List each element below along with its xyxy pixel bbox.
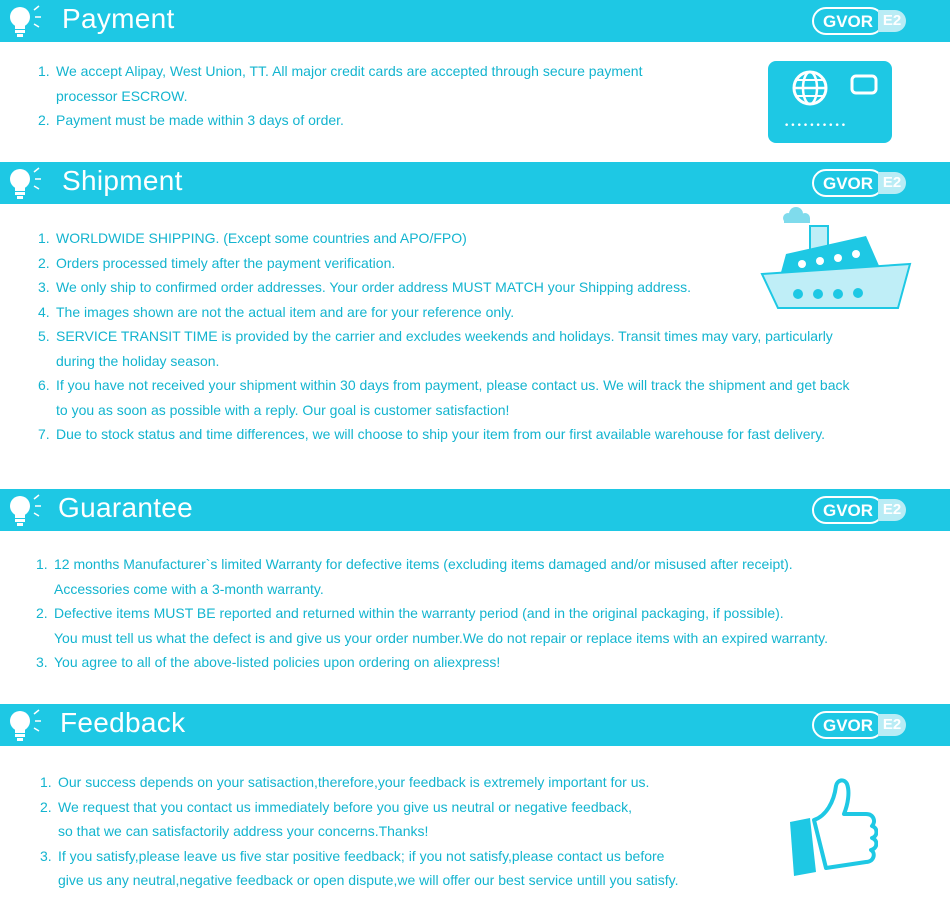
lightbulb-icon (4, 162, 44, 204)
feedback-section (0, 704, 950, 897)
list-item (38, 373, 849, 422)
item-text: Defective items MUST BE reported and returned within the warranty period (and in the original packaging, if possible). (54, 605, 784, 621)
item-number: 2. (38, 112, 50, 128)
thumbs-up-icon (786, 776, 878, 880)
shipment-banner (0, 162, 950, 204)
item-text-continued: to you as soon as possible with a reply. Our goal is customer satisfaction! (56, 401, 510, 418)
card-number: •••••••••• (784, 121, 848, 131)
item-text: If you satisfy,please leave us five star positive feedback; if you not satisfy,please contact us before (58, 847, 665, 864)
item-text: Payment must be made within 3 days of order. (56, 112, 344, 128)
section-title: Payment (62, 3, 175, 34)
item-number: 1. (36, 556, 48, 572)
list-item (38, 108, 642, 133)
logo-suffix: E2 (878, 714, 906, 736)
item-number: 3. (40, 847, 52, 864)
item-text: Orders processed timely after the payment verification. (56, 254, 396, 271)
item-text-continued: during the holiday season. (56, 352, 220, 369)
guarantee-section (0, 489, 950, 689)
list-item (38, 59, 642, 108)
item-number: 2. (36, 605, 48, 621)
item-text-continued: so that we can satisfactorily address your concerns.Thanks! (58, 823, 429, 839)
item-text: We only ship to confirmed order addresses. Your order address MUST MATCH your Shipping address. (56, 279, 691, 295)
ship-icon (758, 206, 914, 320)
shipment-list (38, 226, 849, 447)
list-item (38, 300, 849, 325)
logo-text: GVOR (812, 711, 884, 739)
gvor-logo (812, 711, 908, 739)
logo-text: GVOR (812, 169, 884, 197)
list-item (40, 770, 679, 795)
logo-text: GVOR (812, 7, 884, 35)
list-item (36, 650, 828, 675)
item-text-continued: You must tell us what the defect is and give us your order number.We do not repair or replace items with an expired warranty. (54, 629, 829, 646)
item-text: If you have not received your shipment within 30 days from payment, please contact us. We will track the shipment and get back (56, 377, 850, 393)
item-text-continued: processor ESCROW. (56, 87, 188, 104)
item-text: We accept Alipay, West Union, TT. All major credit cards are accepted through secure payment (56, 63, 643, 79)
feedback-list (40, 770, 679, 893)
section-title: Guarantee (58, 492, 194, 523)
credit-card-icon (768, 61, 892, 143)
list-item (40, 795, 679, 844)
logo-suffix: E2 (878, 172, 906, 194)
list-item (40, 844, 679, 893)
gvor-logo (812, 496, 908, 524)
list-item (38, 275, 849, 300)
list-item (38, 324, 849, 373)
item-number: 1. (38, 230, 50, 246)
guarantee-list (36, 552, 828, 675)
logo-suffix: E2 (878, 499, 906, 521)
payment-banner (0, 0, 950, 42)
logo-text: GVOR (812, 496, 884, 524)
item-number: 2. (38, 254, 50, 271)
guarantee-banner (0, 489, 950, 531)
list-item (36, 552, 828, 601)
item-text: SERVICE TRANSIT TIME is provided by the carrier and excludes weekends and holidays. Transit times may vary, particularly (56, 328, 833, 344)
section-title: Shipment (62, 165, 183, 196)
item-number: 1. (38, 63, 50, 79)
section-title: Feedback (60, 707, 186, 738)
list-item (36, 601, 828, 650)
item-number: 5. (38, 328, 50, 344)
item-text: You agree to all of the above-listed policies upon ordering on aliexpress! (54, 654, 501, 670)
item-text: We request that you contact us immediately before you give us neutral or negative feedback, (58, 798, 633, 815)
item-text: 12 months Manufacturer`s limited Warranty for defective items (excluding items damaged and/or misused after receipt). (54, 556, 793, 572)
item-text: The images shown are not the actual item and are for your reference only. (56, 303, 515, 320)
gvor-logo (812, 7, 908, 35)
logo-suffix: E2 (878, 10, 906, 32)
feedback-banner (0, 704, 950, 746)
gvor-logo (812, 169, 908, 197)
item-number: 1. (40, 774, 52, 790)
item-number: 3. (36, 654, 48, 670)
payment-section (0, 0, 950, 160)
list-item (38, 226, 849, 251)
item-text: Our success depends on your satisaction,therefore,your feedback is extremely important for us. (58, 774, 650, 790)
list-item (38, 422, 849, 447)
lightbulb-icon (4, 0, 44, 42)
item-number: 3. (38, 279, 50, 295)
item-number: 7. (38, 426, 50, 442)
item-text-continued: Accessories come with a 3-month warranty. (54, 580, 324, 597)
lightbulb-icon (4, 704, 44, 746)
list-item (38, 251, 849, 276)
item-text: WORLDWIDE SHIPPING. (Except some countries and APO/FPO) (56, 230, 467, 246)
item-number: 4. (38, 303, 50, 320)
item-number: 2. (40, 798, 52, 815)
shipment-section (0, 162, 950, 482)
item-text-continued: give us any neutral,negative feedback or open dispute,we will offer our best service untill you satisfy. (58, 872, 679, 888)
lightbulb-icon (4, 489, 44, 531)
item-text: Due to stock status and time differences, we will choose to ship your item from our first available warehouse for fast delivery. (56, 426, 826, 442)
item-number: 6. (38, 377, 50, 393)
payment-list (38, 59, 642, 133)
